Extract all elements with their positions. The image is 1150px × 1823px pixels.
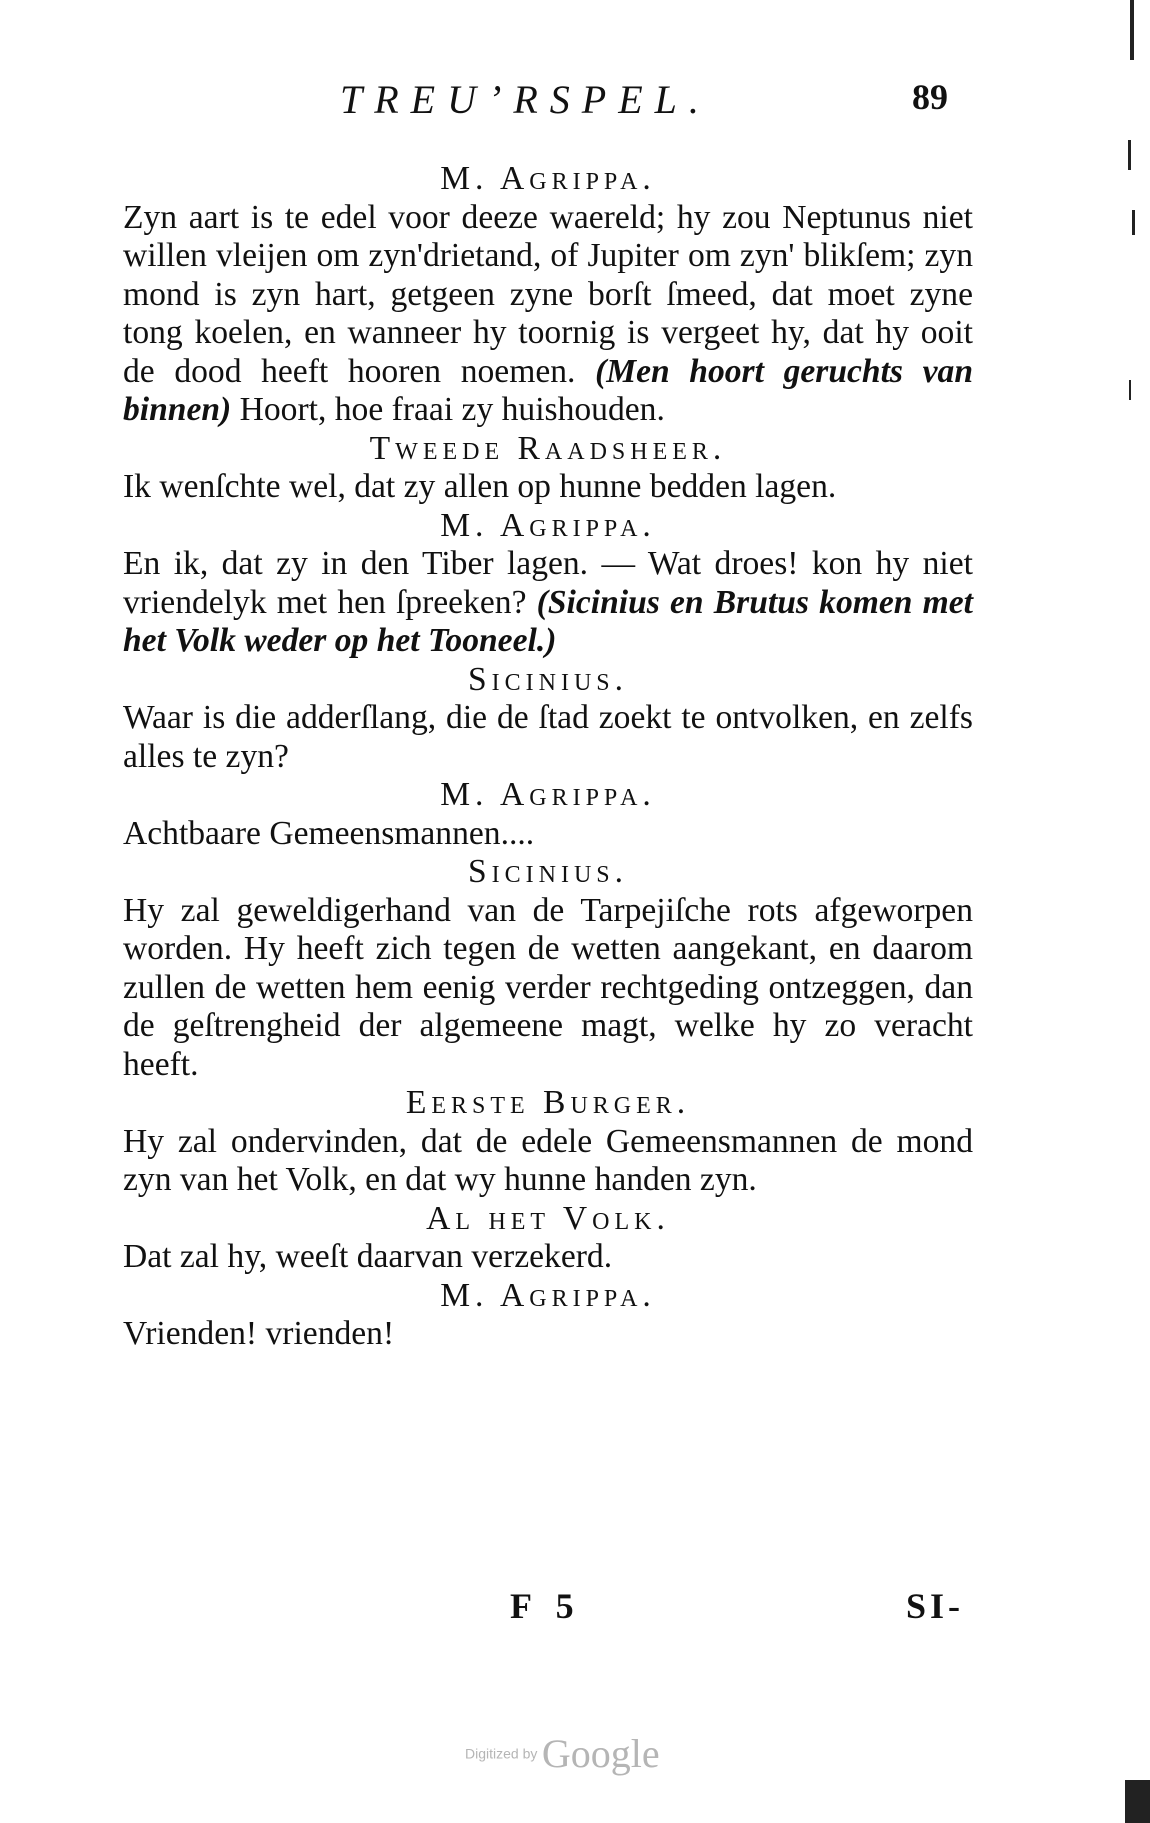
- page-edge-marks: [1120, 0, 1150, 1823]
- page-footer: [0, 1585, 1150, 1635]
- edge-mark: [1125, 1780, 1150, 1823]
- stage-direction: (Sicinius en Brutus komen met het Volk weder op het Tooneel.): [123, 583, 973, 659]
- edge-mark: [1129, 380, 1131, 400]
- speech: Hy zal geweldigerhand van de Tarpejiſche rots afgeworpen worden. Hy heeft zich tegen de wetten aangekant, en daarom zullen de wetten hem eenig verder rechtgeding ontzeggen, dan de geſtrengheid der algemeene magt, welke hy zo veracht heeft.: [123, 891, 973, 1083]
- stage-direction: (Men hoort geruchts van binnen): [123, 352, 973, 428]
- speech: Ik wenſchte wel, dat zy allen op hunne bedden lagen.: [123, 468, 837, 505]
- speaker-name: M. Agrippa.: [440, 1276, 656, 1314]
- running-title: TREUʼRSPEL.: [340, 77, 711, 122]
- speaker-name: Al het Volk.: [426, 1199, 670, 1237]
- signature-mark: F 5: [510, 1586, 582, 1626]
- speech: Zyn aart is te edel voor deeze waereld; hy zou Neptunus niet willen vleijen om zyn'drietand, of Jupiter om zyn' blikſem; zyn mond is zyn hart, getgeen zyne borſt ſmeed, dat moet zyne tong koelen, en wanneer hy toornig is vergeet hy, dat hy ooit de dood heeft hooren noemen. (Men hoort geruchts van binnen) Hoort, hoe fraai zy huishouden.: [123, 198, 973, 428]
- speaker-name: M. Agrippa.: [440, 160, 656, 197]
- speaker-name: M. Agrippa.: [440, 506, 656, 544]
- speaker-name: Tweede Raadsheer.: [369, 429, 727, 467]
- watermark-prefix: Digitized by: [465, 1745, 538, 1762]
- google-logo: Google: [541, 1731, 660, 1776]
- speaker-name: Sicinius.: [467, 660, 629, 698]
- page-number: 89: [912, 77, 948, 117]
- running-head: [0, 58, 1150, 122]
- speech: Achtbaare Gemeensmannen....: [123, 814, 535, 852]
- digitized-watermark: [465, 1730, 660, 1777]
- edge-mark: [1130, 0, 1134, 60]
- catchword: SI-: [906, 1586, 965, 1626]
- speaker-name: Eerste Burger.: [405, 1084, 691, 1121]
- speech: Waar is die adderſlang, die de ſtad zoekt te ontvolken, en zelfs alles te zyn?: [123, 699, 973, 775]
- speech: En ik, dat zy in den Tiber lagen. — Wat droes! kon hy niet vriendelyk met hen ſpreeken? (Sicinius en Brutus komen met het Volk weder op het Tooneel.): [123, 545, 973, 659]
- speech: Vrienden! vrienden!: [123, 1315, 395, 1352]
- speaker-name: M. Agrippa.: [440, 776, 656, 813]
- speech: Dat zal hy, weeſt daarvan verzekerd.: [123, 1238, 613, 1275]
- edge-mark: [1128, 140, 1131, 170]
- speaker-name: Sicinius.: [467, 853, 629, 890]
- play-text: [123, 160, 973, 1354]
- speech: Hy zal ondervinden, dat de edele Gemeensmannen de mond zyn van het Volk, en dat wy hunne handen zyn.: [123, 1122, 973, 1198]
- edge-mark: [1132, 210, 1135, 235]
